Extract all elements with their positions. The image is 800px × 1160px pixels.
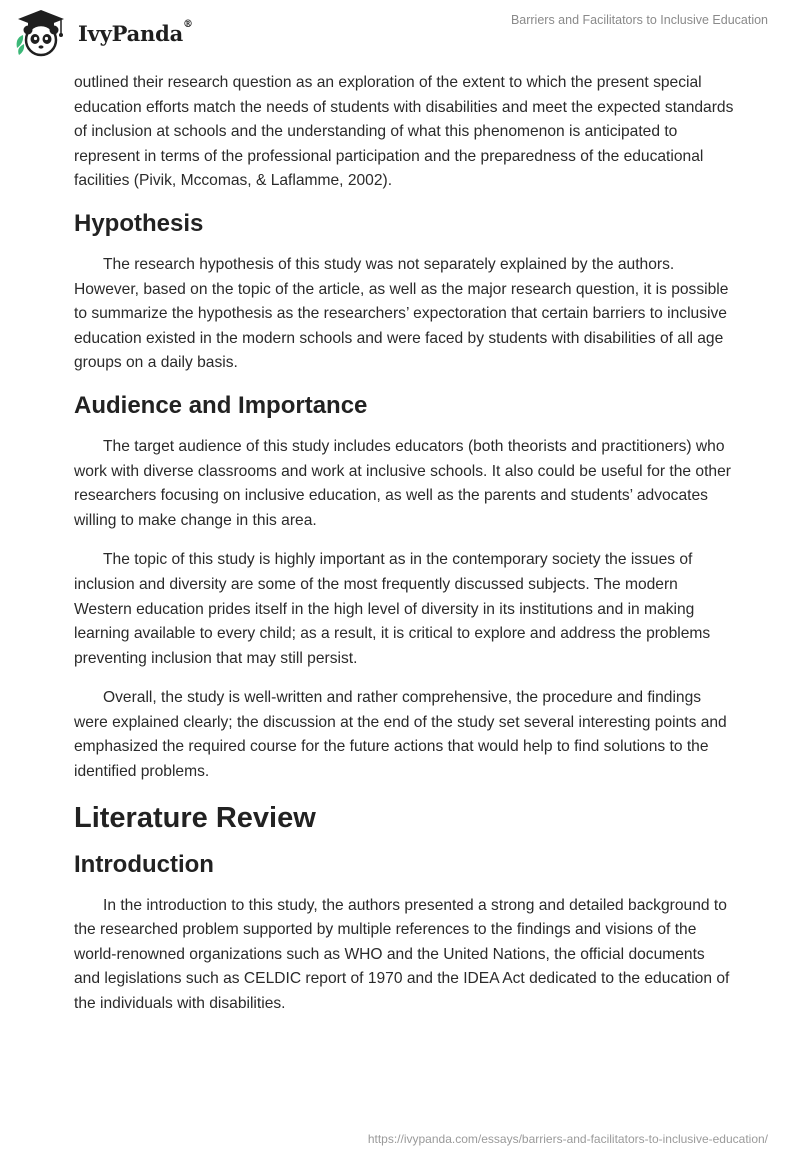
intro-paragraph: outlined their research question as an exploration of the extent to which the present special education efforts match the needs of students with disabilities and meet the expected standards of inclusion at schools and the understanding of what this phenomenon is anticipated to represent in terms of the professional participation and the preparedness of the educational facilities (Pivik, Mccomas, & Laflamme, 2002). [74, 74, 734, 190]
panda-graduate-icon [14, 8, 68, 58]
audience-paragraph-2: The topic of this study is highly important as in the contemporary society the issues of inclusion and diversity are some of the most frequently discussed subjects. The modern Western education prides itself in the high level of diversity in its institutions and in making learning available to every child; as a result, it is critical to explore and address the problems preventing inclusion that may still persist. [74, 551, 711, 667]
ivypanda-logo[interactable] [14, 8, 193, 58]
page-header [0, 0, 800, 70]
introduction-paragraph: In the introduction to this study, the authors presented a strong and detailed background to the researched problem supported by multiple references to the findings and visions of the world-renowned organizations such as WHO and the United Nations, the official documents and legislations such as CELDIC report of 1970 and the IDEA Act dedicated to the education of the individuals with disabilities. [74, 896, 730, 1013]
audience-paragraph-1: The target audience of this study includes educators (both theorists and practitioners) who work with diverse classrooms and work at inclusive schools. It also could be useful for the other researchers focusing on inclusive education, as well as the parents and students’ advocates willing to make change in this area. [74, 437, 731, 529]
audience-paragraph-3: Overall, the study is well-written and rather comprehensive, the procedure and findings were explained clearly; the discussion at the end of the study set several interesting points and emphasized the required course for the future actions that would help to find solutions to the identified problems. [74, 689, 727, 781]
running-title: Barriers and Facilitators to Inclusive Education [510, 13, 768, 27]
introduction-heading: Introduction [74, 850, 214, 878]
audience-heading: Audience and Importance [74, 391, 368, 419]
hypothesis-heading: Hypothesis [74, 209, 204, 237]
hypothesis-paragraph: The research hypothesis of this study was not separately explained by the authors. However, based on the topic of the article, as well as the major research question, it is possible to summarize the hypothesis as the researchers’ expectoration that certain barriers to inclusive education existed in the modern schools and were faced by students with disabilities of all age groups on a daily basis. [74, 255, 729, 372]
source-url-link[interactable]: https://ivypanda.com/essays/barriers-and-facilitators-to-inclusive-education/ [367, 1132, 768, 1146]
logo-wordmark [78, 18, 193, 46]
essay-body [74, 71, 734, 1032]
registered-mark: ® [183, 18, 193, 30]
logo-wordmark-text: IvyPanda [78, 20, 184, 46]
literature-review-heading: Literature Review [74, 801, 316, 834]
